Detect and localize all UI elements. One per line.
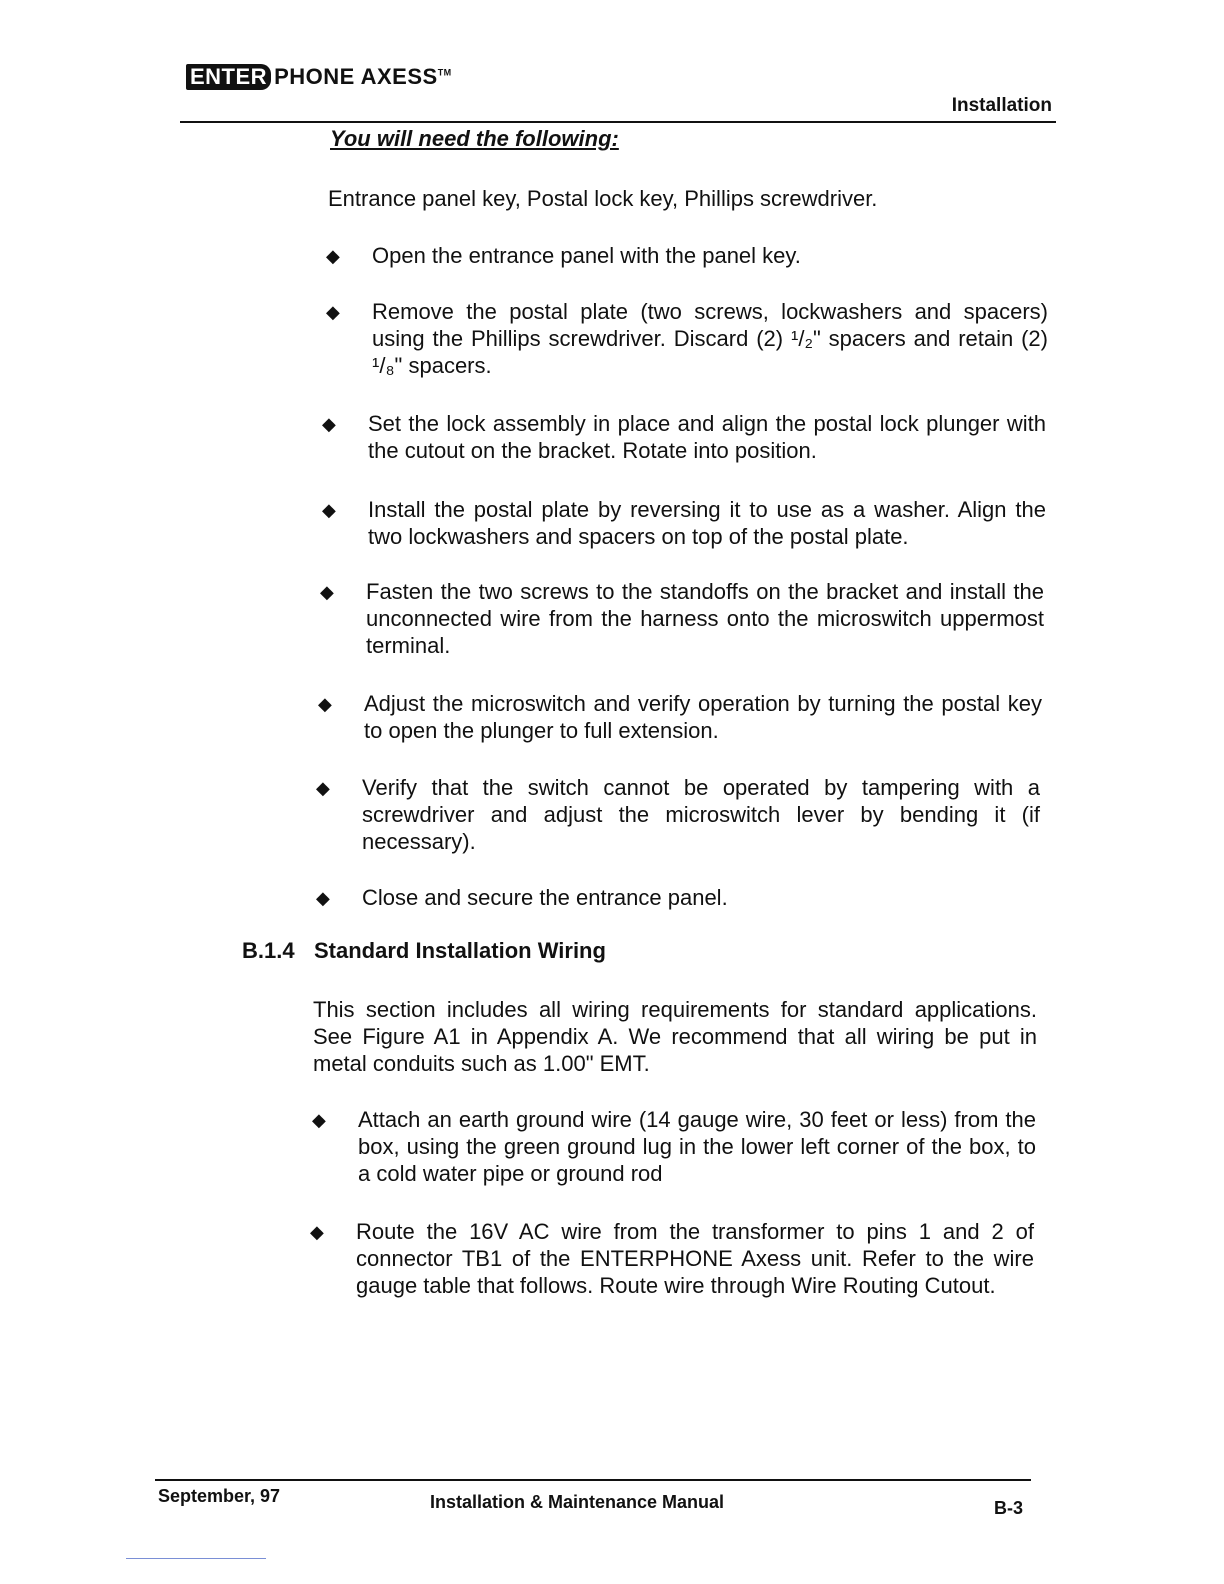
trademark-mark: TM [437, 67, 452, 78]
bullet-diamond-icon: ◆ [326, 246, 340, 266]
section-number: B.1.4 [242, 938, 295, 963]
section-title: Standard Installation Wiring [314, 938, 606, 963]
bullet-diamond-icon: ◆ [318, 694, 332, 714]
step-text: Install the postal plate by reversing it to use as a washer. Align the two lockwashers and spacers on top of the postal plate. [368, 497, 1046, 549]
list-item [322, 496, 1046, 550]
bullet-diamond-icon: ◆ [312, 1110, 326, 1130]
step-text: Close and secure the entrance panel. [362, 885, 728, 910]
step-text: Set the lock assembly in place and align the postal lock plunger with the cutout on the bracket. Rotate into position. [368, 411, 1046, 463]
bullet-diamond-icon: ◆ [322, 500, 336, 520]
requirements-heading: You will need the following: [330, 126, 619, 151]
logo-wordmark: PHONE AXESS™ [274, 64, 452, 89]
footer-date: September, 97 [158, 1486, 281, 1506]
bullet-diamond-icon: ◆ [322, 414, 336, 434]
step-text: Remove the postal plate (two screws, lockwashers and spacers) using the Phillips screwdriver. Discard (2) ¹/₂" spacers and retain (2) ¹/₈" spacers. [372, 299, 1048, 378]
step-text: Verify that the switch cannot be operated by tampering with a screwdriver and adjust the microswitch lever by bending it (if necessary). [362, 775, 1040, 854]
header-section-label: Installation [951, 95, 1052, 116]
header-divider [180, 121, 1056, 123]
section-paragraph: This section includes all wiring requirements for standard applications. See Figure A1 in Appendix A. We recommend that all wiring be put in metal conduits such as 1.00" EMT. [313, 997, 1037, 1076]
list-item [320, 578, 1044, 659]
bullet-diamond-icon: ◆ [310, 1222, 324, 1242]
step-text: Adjust the microswitch and verify operation by turning the postal key to open the plunger to full extension. [364, 691, 1042, 743]
list-item [318, 690, 1042, 744]
list-item [326, 298, 1048, 379]
bullet-diamond-icon: ◆ [326, 302, 340, 322]
list-item [316, 774, 1040, 855]
list-item [310, 1218, 1034, 1299]
page-number: B-3 [994, 1498, 1024, 1518]
list-item [312, 1106, 1036, 1187]
bullet-diamond-icon: ◆ [316, 888, 330, 908]
list-item [322, 410, 1046, 464]
step-text: Attach an earth ground wire (14 gauge wire, 30 feet or less) from the box, using the green ground lug in the lower left corner of the box, to a cold water pipe or ground rod [358, 1107, 1036, 1186]
footer-manual-title: Installation & Maintenance Manual [430, 1492, 725, 1512]
bullet-diamond-icon: ◆ [316, 778, 330, 798]
brand-logo [186, 64, 452, 90]
logo-enter-box: ENTER [186, 64, 271, 90]
section-heading [242, 938, 606, 964]
list-item [326, 242, 1048, 270]
step-text: Open the entrance panel with the panel key. [372, 243, 801, 268]
scan-edge-line [126, 1558, 266, 1559]
list-item [316, 884, 1040, 912]
bullet-diamond-icon: ◆ [320, 582, 334, 602]
requirements-intro: Entrance panel key, Postal lock key, Phillips screwdriver. [328, 186, 878, 211]
step-text: Route the 16V AC wire from the transformer to pins 1 and 2 of connector TB1 of the ENTERPHONE Axess unit. Refer to the wire gauge table that follows. Route wire through Wire Routing Cutout. [356, 1219, 1034, 1298]
step-text: Fasten the two screws to the standoffs on the bracket and install the unconnected wire from the harness onto the microswitch uppermost terminal. [366, 579, 1044, 658]
footer-divider [155, 1479, 1031, 1481]
